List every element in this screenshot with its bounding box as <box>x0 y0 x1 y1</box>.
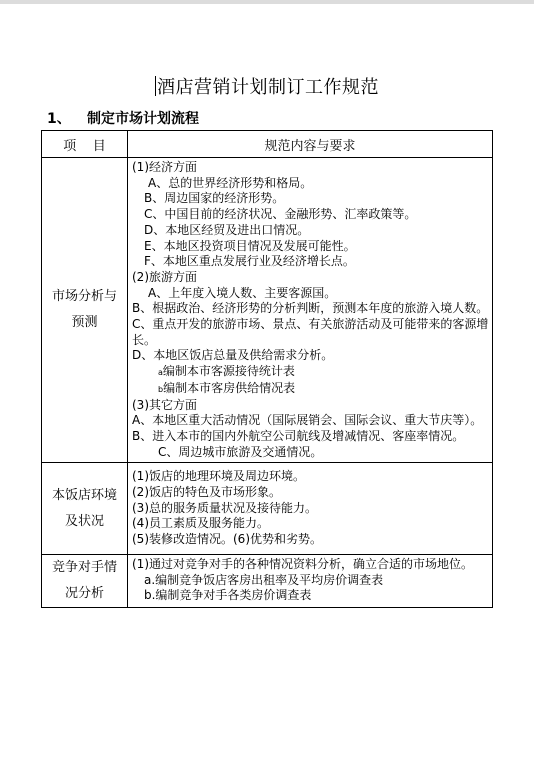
row-label <box>42 158 128 463</box>
content-line: (4)员工素质及服务能力。 <box>132 516 269 531</box>
content-line: b.编制竞争对手各类房价调查表 <box>144 588 312 603</box>
content-line: C、中国目前的经济状况、金融形势、汇率政策等。 <box>144 207 417 222</box>
header-item-label: 项 目 <box>63 138 106 154</box>
row-label-line: 况分析 <box>64 585 104 601</box>
row-label <box>42 554 128 607</box>
content-line: (3)其它方面 <box>132 397 197 412</box>
row-content <box>128 463 493 555</box>
content-line: B、进入本市的国内外航空公司航线及增减情况、客座率情况。 <box>132 428 465 443</box>
row-label-line: 市场分析与 <box>51 289 117 305</box>
content-line: A、总的世界经济形势和格局。 <box>148 175 313 190</box>
top-bar <box>0 0 534 4</box>
content-line: (2)旅游方面 <box>132 269 197 284</box>
spec-table <box>41 130 493 608</box>
content-line: (1)经济方面 <box>132 160 197 174</box>
content-line: B、周边国家的经济形势。 <box>144 191 285 206</box>
document-title <box>0 73 534 99</box>
row-label-line: 及状况 <box>64 513 104 529</box>
content-line: (5)装修改造情况。(6)优势和劣势。 <box>132 532 322 547</box>
row-content <box>128 554 493 607</box>
content-line <box>132 381 489 398</box>
text-cursor <box>155 76 156 96</box>
table-row <box>42 463 493 555</box>
title-text: 酒店营销计划制订工作规范 <box>157 77 379 98</box>
header-content: 规范内容与要求 <box>128 131 493 158</box>
list-text: 编制本市客源接待统计表 <box>162 364 295 379</box>
section-title: 制定市场计划流程 <box>87 111 199 127</box>
content-line: E、本地区投资项目情况及发展可能性。 <box>144 238 356 253</box>
table-header-row <box>42 131 493 158</box>
content-line: A、上年度入境人数、主要客源国。 <box>148 285 337 300</box>
content-line: (3)总的服务质量状况及接待能力。 <box>132 500 317 515</box>
table-row <box>42 554 493 607</box>
content-line: B、根据政治、经济形势的分析判断，预测本年度的旅游入境人数。 <box>132 301 489 316</box>
content-line: C、周边城市旅游及交通情况。 <box>158 444 323 459</box>
row-label-line: 本饭店环境 <box>51 487 117 503</box>
list-marker: a <box>158 368 163 378</box>
content-line: (1)通过对竞争对手的各种情况资料分析，确立合适的市场地位。 <box>132 556 474 571</box>
row-content <box>128 158 493 463</box>
content-line: C、重点开发的旅游市场、景点、有关旅游活动及可能带来的客源增长。 <box>132 317 489 347</box>
content-line: D、本地区经贸及进出口情况。 <box>144 222 310 237</box>
section-number: 1、 <box>47 111 71 127</box>
row-label-line: 预测 <box>71 315 98 331</box>
content-line: (2)饭店的特色及市场形象。 <box>132 485 281 500</box>
content-line: D、本地区饭店总量及供给需求分析。 <box>132 348 334 363</box>
content-line: (1)饭店的地理环境及周边环境。 <box>132 469 305 484</box>
list-text: 编制本市客房供给情况表 <box>163 380 296 395</box>
content-line <box>132 364 489 381</box>
content-line: A、本地区重大活动情况（国际展销会、国际会议、重大节庆等）。 <box>132 413 483 428</box>
row-label <box>42 463 128 555</box>
section-heading <box>47 108 199 128</box>
row-label-line: 竞争对手情 <box>51 559 117 575</box>
table-row <box>42 158 493 463</box>
list-marker: b <box>158 384 164 394</box>
content-line: a.编制竞争饭店客房出租率及平均房价调查表 <box>144 572 384 587</box>
content-line: F、本地区重点发展行业及经济增长点。 <box>144 254 355 269</box>
header-item <box>42 131 128 158</box>
